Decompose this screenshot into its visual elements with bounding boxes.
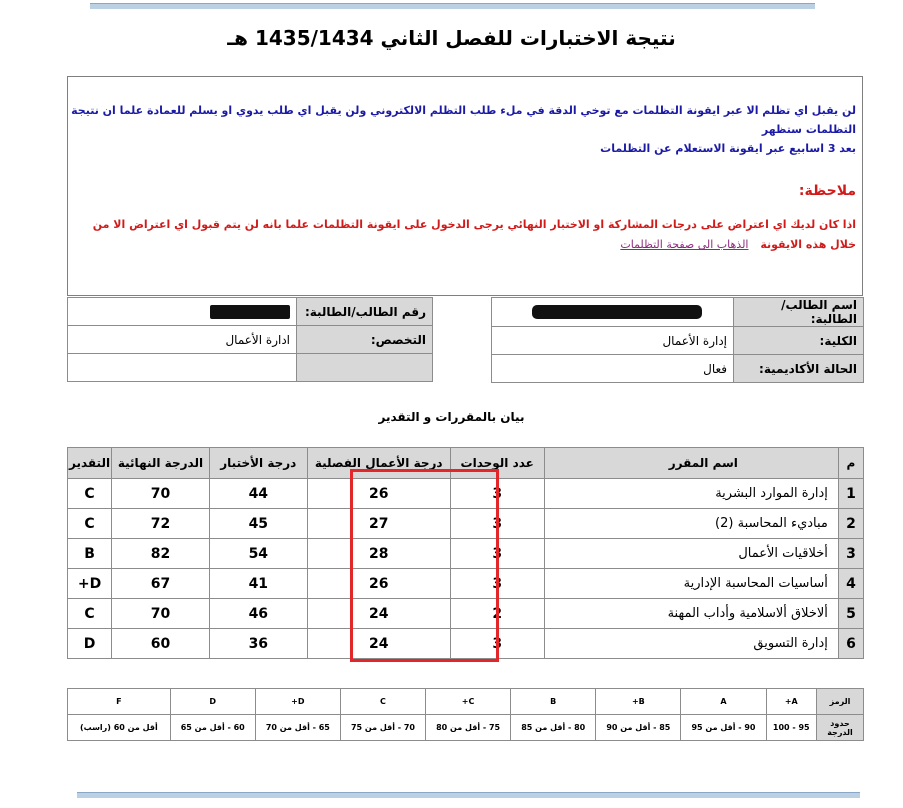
course-grade: D: [68, 629, 112, 659]
course-units: 3: [450, 509, 544, 539]
course-no: 5: [838, 599, 863, 629]
course-exam: 54: [209, 539, 307, 569]
note-heading: ملاحظة:: [798, 183, 856, 199]
empty-label: [297, 354, 433, 382]
course-units: 3: [450, 479, 544, 509]
empty-value: [68, 354, 297, 382]
scale-symbol: B: [511, 689, 596, 715]
name-value: [492, 298, 734, 327]
notice-box: [67, 76, 863, 296]
course-grade: C: [68, 509, 112, 539]
course-exam: 36: [209, 629, 307, 659]
appeals-link[interactable]: الذهاب الى صفحة التظلمات: [620, 238, 749, 251]
major-value: ادارة الأعمال: [68, 326, 297, 354]
course-no: 1: [838, 479, 863, 509]
scale-range: 75 - أقل من 80: [426, 715, 511, 741]
course-units: 2: [450, 599, 544, 629]
scale-range: 70 - أقل من 75: [340, 715, 425, 741]
course-coursework: 26: [307, 569, 450, 599]
course-name: أساسيات المحاسبة الإدارية: [544, 569, 838, 599]
top-divider: [90, 3, 815, 9]
notice-text: [70, 101, 856, 158]
course-exam: 41: [209, 569, 307, 599]
college-label: الكلية:: [734, 327, 864, 355]
scale-symbol: A+: [766, 689, 816, 715]
course-coursework: 26: [307, 479, 450, 509]
course-units: 3: [450, 629, 544, 659]
course-grade: B: [68, 539, 112, 569]
scale-range: 60 - أقل من 65: [170, 715, 255, 741]
course-row: [68, 599, 864, 629]
scale-range-label: حدود الدرجة: [817, 715, 864, 741]
scale-symbol-label: الرمز: [817, 689, 864, 715]
course-no: 6: [838, 629, 863, 659]
scale-symbol: D+: [255, 689, 340, 715]
header-no: م: [838, 448, 863, 479]
name-label: اسم الطالب/الطالبة:: [734, 298, 864, 327]
course-name: إدارة الموارد البشرية: [544, 479, 838, 509]
note-text-block: [70, 215, 856, 255]
student-info-right: [491, 297, 864, 383]
course-name: إدارة التسويق: [544, 629, 838, 659]
scale-symbol: B+: [596, 689, 681, 715]
id-row: [68, 298, 433, 326]
scale-range-row: [68, 715, 864, 741]
course-row: [68, 509, 864, 539]
status-row: [492, 355, 864, 383]
notice-line-1: لن يقبل اي تظلم الا عبر ايقونة التظلمات مع توخي الدقة في ملء طلب التظلم الالكتروني ولن يقبل اي طلب يدوي او يسلم للعمادة علما ان نتيجة التظلمات ستظهر: [71, 104, 856, 136]
course-row: [68, 539, 864, 569]
course-row: [68, 629, 864, 659]
course-no: 2: [838, 509, 863, 539]
header-name: اسم المقرر: [544, 448, 838, 479]
scale-symbol: C+: [426, 689, 511, 715]
course-coursework: 27: [307, 509, 450, 539]
courses-header-row: [68, 448, 864, 479]
scale-range: 85 - أقل من 90: [596, 715, 681, 741]
course-no: 3: [838, 539, 863, 569]
header-grade: التقدير: [68, 448, 112, 479]
course-final: 70: [112, 479, 210, 509]
scale-range: 95 - 100: [766, 715, 816, 741]
course-exam: 46: [209, 599, 307, 629]
empty-row: [68, 354, 433, 382]
scale-symbol: D: [170, 689, 255, 715]
college-row: [492, 327, 864, 355]
course-final: 72: [112, 509, 210, 539]
course-coursework: 28: [307, 539, 450, 569]
redacted-id: [210, 305, 290, 319]
course-units: 3: [450, 539, 544, 569]
grade-scale-table: [67, 688, 864, 741]
course-name: أخلاقيات الأعمال: [544, 539, 838, 569]
id-label: رقم الطالب/الطالبة:: [297, 298, 433, 326]
course-units: 3: [450, 569, 544, 599]
course-name: مباديء المحاسبة (2): [544, 509, 838, 539]
name-row: [492, 298, 864, 327]
scale-symbol-row: [68, 689, 864, 715]
scale-range: 90 - أقل من 95: [681, 715, 766, 741]
course-final: 67: [112, 569, 210, 599]
redacted-name: [532, 305, 702, 319]
course-exam: 45: [209, 509, 307, 539]
course-row: [68, 479, 864, 509]
status-label: الحالة الأكاديمية:: [734, 355, 864, 383]
course-coursework: 24: [307, 599, 450, 629]
scale-symbol: C: [340, 689, 425, 715]
course-final: 82: [112, 539, 210, 569]
status-value: فعال: [492, 355, 734, 383]
page-title: نتيجة الاختبارات للفصل الثاني 1435/1434 هـ: [227, 26, 676, 50]
scale-range: 65 - أقل من 70: [255, 715, 340, 741]
course-grade: C: [68, 479, 112, 509]
major-row: [68, 326, 433, 354]
note-text: اذا كان لديك اي اعتراض على درجات المشاركة او الاختبار النهائي يرجى الدخول على ايقونة التظلمات علما بانه لن يتم قبول اي اعتراض الا من خلال هذه الايقونة: [92, 218, 856, 251]
course-coursework: 24: [307, 629, 450, 659]
bottom-divider: [77, 792, 860, 798]
course-grade: C: [68, 599, 112, 629]
id-value: [68, 298, 297, 326]
scale-range: أقل من 60 (راسب): [68, 715, 171, 741]
course-name: ألاخلاق ألاسلامية وأداب المهنة: [544, 599, 838, 629]
course-grade: D+: [68, 569, 112, 599]
major-label: التخصص:: [297, 326, 433, 354]
header-units: عدد الوحدات: [450, 448, 544, 479]
student-info-left: [67, 297, 433, 382]
college-value: إدارة الأعمال: [492, 327, 734, 355]
courses-table: [67, 447, 864, 659]
course-exam: 44: [209, 479, 307, 509]
scale-symbol: A: [681, 689, 766, 715]
scale-symbol: F: [68, 689, 171, 715]
courses-caption: بيان بالمقررات و التقدير: [378, 410, 525, 424]
course-no: 4: [838, 569, 863, 599]
header-exam: درجة الأختبار: [209, 448, 307, 479]
course-final: 60: [112, 629, 210, 659]
course-final: 70: [112, 599, 210, 629]
header-final: الدرجة النهائية: [112, 448, 210, 479]
header-coursework: درجة الأعمال الفصلية: [307, 448, 450, 479]
scale-range: 80 - أقل من 85: [511, 715, 596, 741]
notice-line-2: بعد 3 اسابيع عبر ايقونة الاستعلام عن التظلمات: [600, 142, 856, 155]
course-row: [68, 569, 864, 599]
